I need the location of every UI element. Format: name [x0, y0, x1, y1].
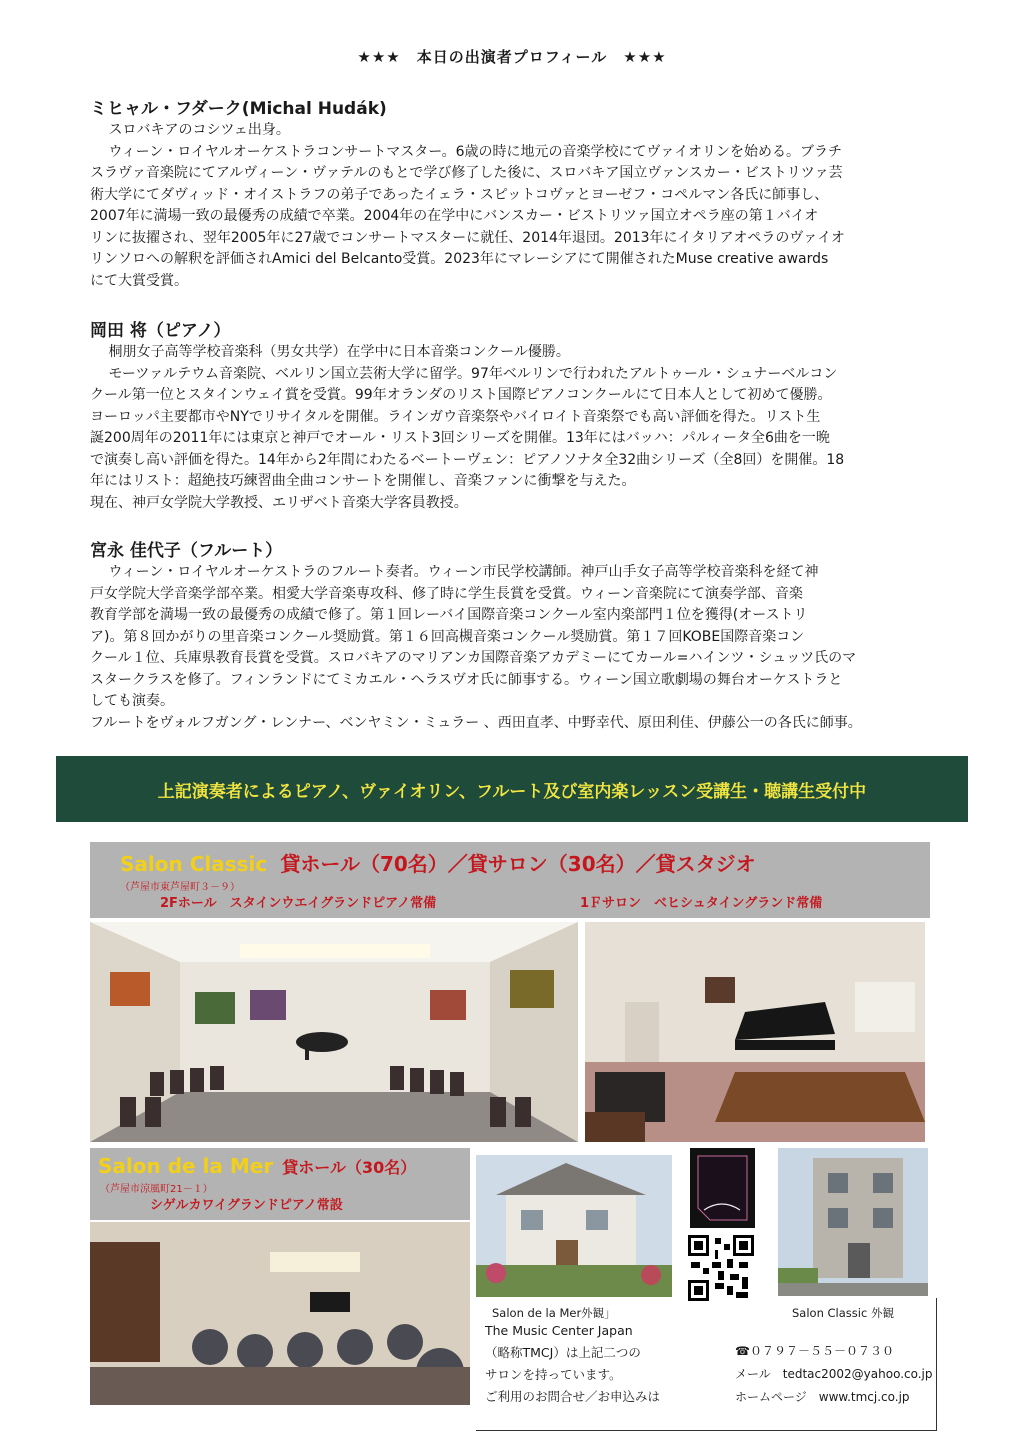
qr-code-icon[interactable]	[688, 1235, 754, 1301]
lesson-banner: 上記演奏者によるピアノ、ヴァイオリン、フルート及び室内楽レッスン受講生・聴講生受付中	[56, 756, 968, 822]
salon-mer-exterior-photo	[476, 1155, 672, 1297]
salon-mer-photo	[90, 1222, 470, 1405]
performer-name-hudak: ミヒャル・フダーク(Michal Hudák)	[90, 99, 387, 119]
performer-name-miyanaga: 宮永 佳代子（フルート）	[90, 541, 283, 561]
salon-classic-name: Salon Classic	[120, 852, 268, 876]
salon-classic-exterior-caption: Salon Classic 外観	[792, 1306, 894, 1320]
phone-number[interactable]: ☎０７９７－５５－０７３０	[735, 1344, 894, 1358]
website-url[interactable]: ホームページ www.tmcj.co.jp	[735, 1390, 910, 1404]
salon-classic-floor1: 1Ｆサロン ベヒシュタイングランド常備	[580, 896, 823, 911]
performer-name-okada: 岡田 将（ピアノ）	[90, 321, 231, 341]
salon-photo	[585, 922, 925, 1142]
salon-mer-address: （芦屋市涼風町21－１）	[100, 1184, 213, 1195]
salon-mer-header	[90, 1148, 470, 1220]
salon-classic-floor2: 2Fホール スタインウエイグランドピアノ常備	[160, 896, 437, 911]
tmcj-logo	[690, 1148, 755, 1228]
salon-mer-name: Salon de la Mer	[98, 1154, 274, 1178]
tmcj-contact	[735, 1340, 933, 1409]
performer-bio-okada: 桐朋女子高等学校音楽科（男女共学）在学中に日本音楽コンクール優勝。 モーツァルテウム音楽院、ベルリン国立芸術大学に留学。97年ベルリンで行われたアルトゥール・シュナーベルコン クール第一位とスタインウェイ賞を受賞。99年オランダのリスト国際ピアノコンクールにて日本人として初めて優勝。 ヨーロッパ主要都市やNYでリサイタルを開催。ラインガウ音楽祭やバイロイト音楽祭でも高い評価を得た。リスト生 誕200周年の2011年には東京と神戸でオール・リスト3回シリーズを開催。13年にはバッハ：パルィータ全6曲を一晩 で演奏し高い評価を得た。14年から2年間にわたるベートーヴェン：ピアノソナタ全32曲シリーズ（全8回）を開催。18 年にはリスト：超絶技巧練習曲全曲コンサートを開催し、音楽ファンに衝撃を与えた。 現在、神戸女学院大学教授、エリザベト音楽大学客員教授。	[90, 344, 845, 511]
salon-mer-piano: シゲルカワイグランドピアノ常設	[150, 1198, 343, 1213]
salon-classic-address: （芦屋市東芦屋町３－９）	[120, 882, 240, 893]
salon-classic-exterior-photo	[778, 1148, 928, 1296]
email-address[interactable]: メール tedtac2002@yahoo.co.jp	[735, 1367, 933, 1381]
page-header: ★★★ 本日の出演者プロフィール ★★★	[357, 48, 667, 66]
performer-bio-miyanaga: ウィーン・ロイヤルオーケストラのフルート奏者。ウィーン市民学校講師。神戸山手女子高等学校音楽科を経て神 戸女学院大学音楽学部卒業。相愛大学音楽専攻科、修了時に学生長賞を受賞。ウィーン音楽院にて演奏学部、音楽 教育学部を満場一致の最優秀の成績で修了。第１回レーバイ国際音楽コンクール室内楽部門１位を獲得(オーストリ ア)。第８回かがりの里音楽コンクール奨励賞。第１６回高槻音楽コンクール奨励賞。第１７回KOBE国際音楽コン クール１位、兵庫県教育長賞を受賞。スロバキアのマリアンカ国際音楽アカデミーにてカール=ハインツ・シュッツ氏のマ スタークラスを修了。フィンランドにてミカエル・ヘラスヴオ氏に師事する。ウィーン国立歌劇場の舞台オーケストラと しても演奏。 フルートをヴォルフガング・レンナー、ベンヤミン・ミュラー 、西田直孝、中野幸代、原田利佳、伊藤公一の各氏に師事。	[90, 564, 862, 731]
salon-mer-exterior-caption: Salon de la Mer外観」	[492, 1306, 616, 1320]
tmcj-description: The Music Center Japan （略称TMCJ）は上記二つの サロンを持っています。 ご利用のお問合せ／お申込みは	[485, 1323, 661, 1404]
salon-classic-halls: 貸ホール（70名）／貸サロン（30名）／貸スタジオ	[280, 852, 756, 876]
salon-classic-header	[90, 842, 930, 918]
performer-bio-hudak: スロバキアのコシツェ出身。 ウィーン・ロイヤルオーケストラコンサートマスター。6歳の時に地元の音楽学校にてヴァイオリンを始める。ブラチ スラヴァ音楽院にてアルヴィーン・ヴァテルのもとで学び修了した後に、スロバキア国立ヴァンスカー・ビストリツァ芸 術大学にてダヴィッド・オイストラフの弟子であったイェラ・スピットコヴァとヨーゼフ・コペルマン各氏に師事し、 2007年に満場一致の最優秀の成績で卒業。2004年の在学中にバンスカー・ビストリツァ国立オペラ座の第１バイオ リンに抜擢され、翌年2005年に27歳でコンサートマスターに就任、2014年退団。2013年にイタリアオペラのヴァイオ リンソロへの解釈を評価されAmici del Belcanto受賞。2023年にマレーシアにて開催されたMuse creative awards にて大賞受賞。	[90, 122, 845, 289]
salon-mer-hall: 貸ホール（30名）	[282, 1158, 417, 1177]
hall-photo	[90, 922, 578, 1142]
